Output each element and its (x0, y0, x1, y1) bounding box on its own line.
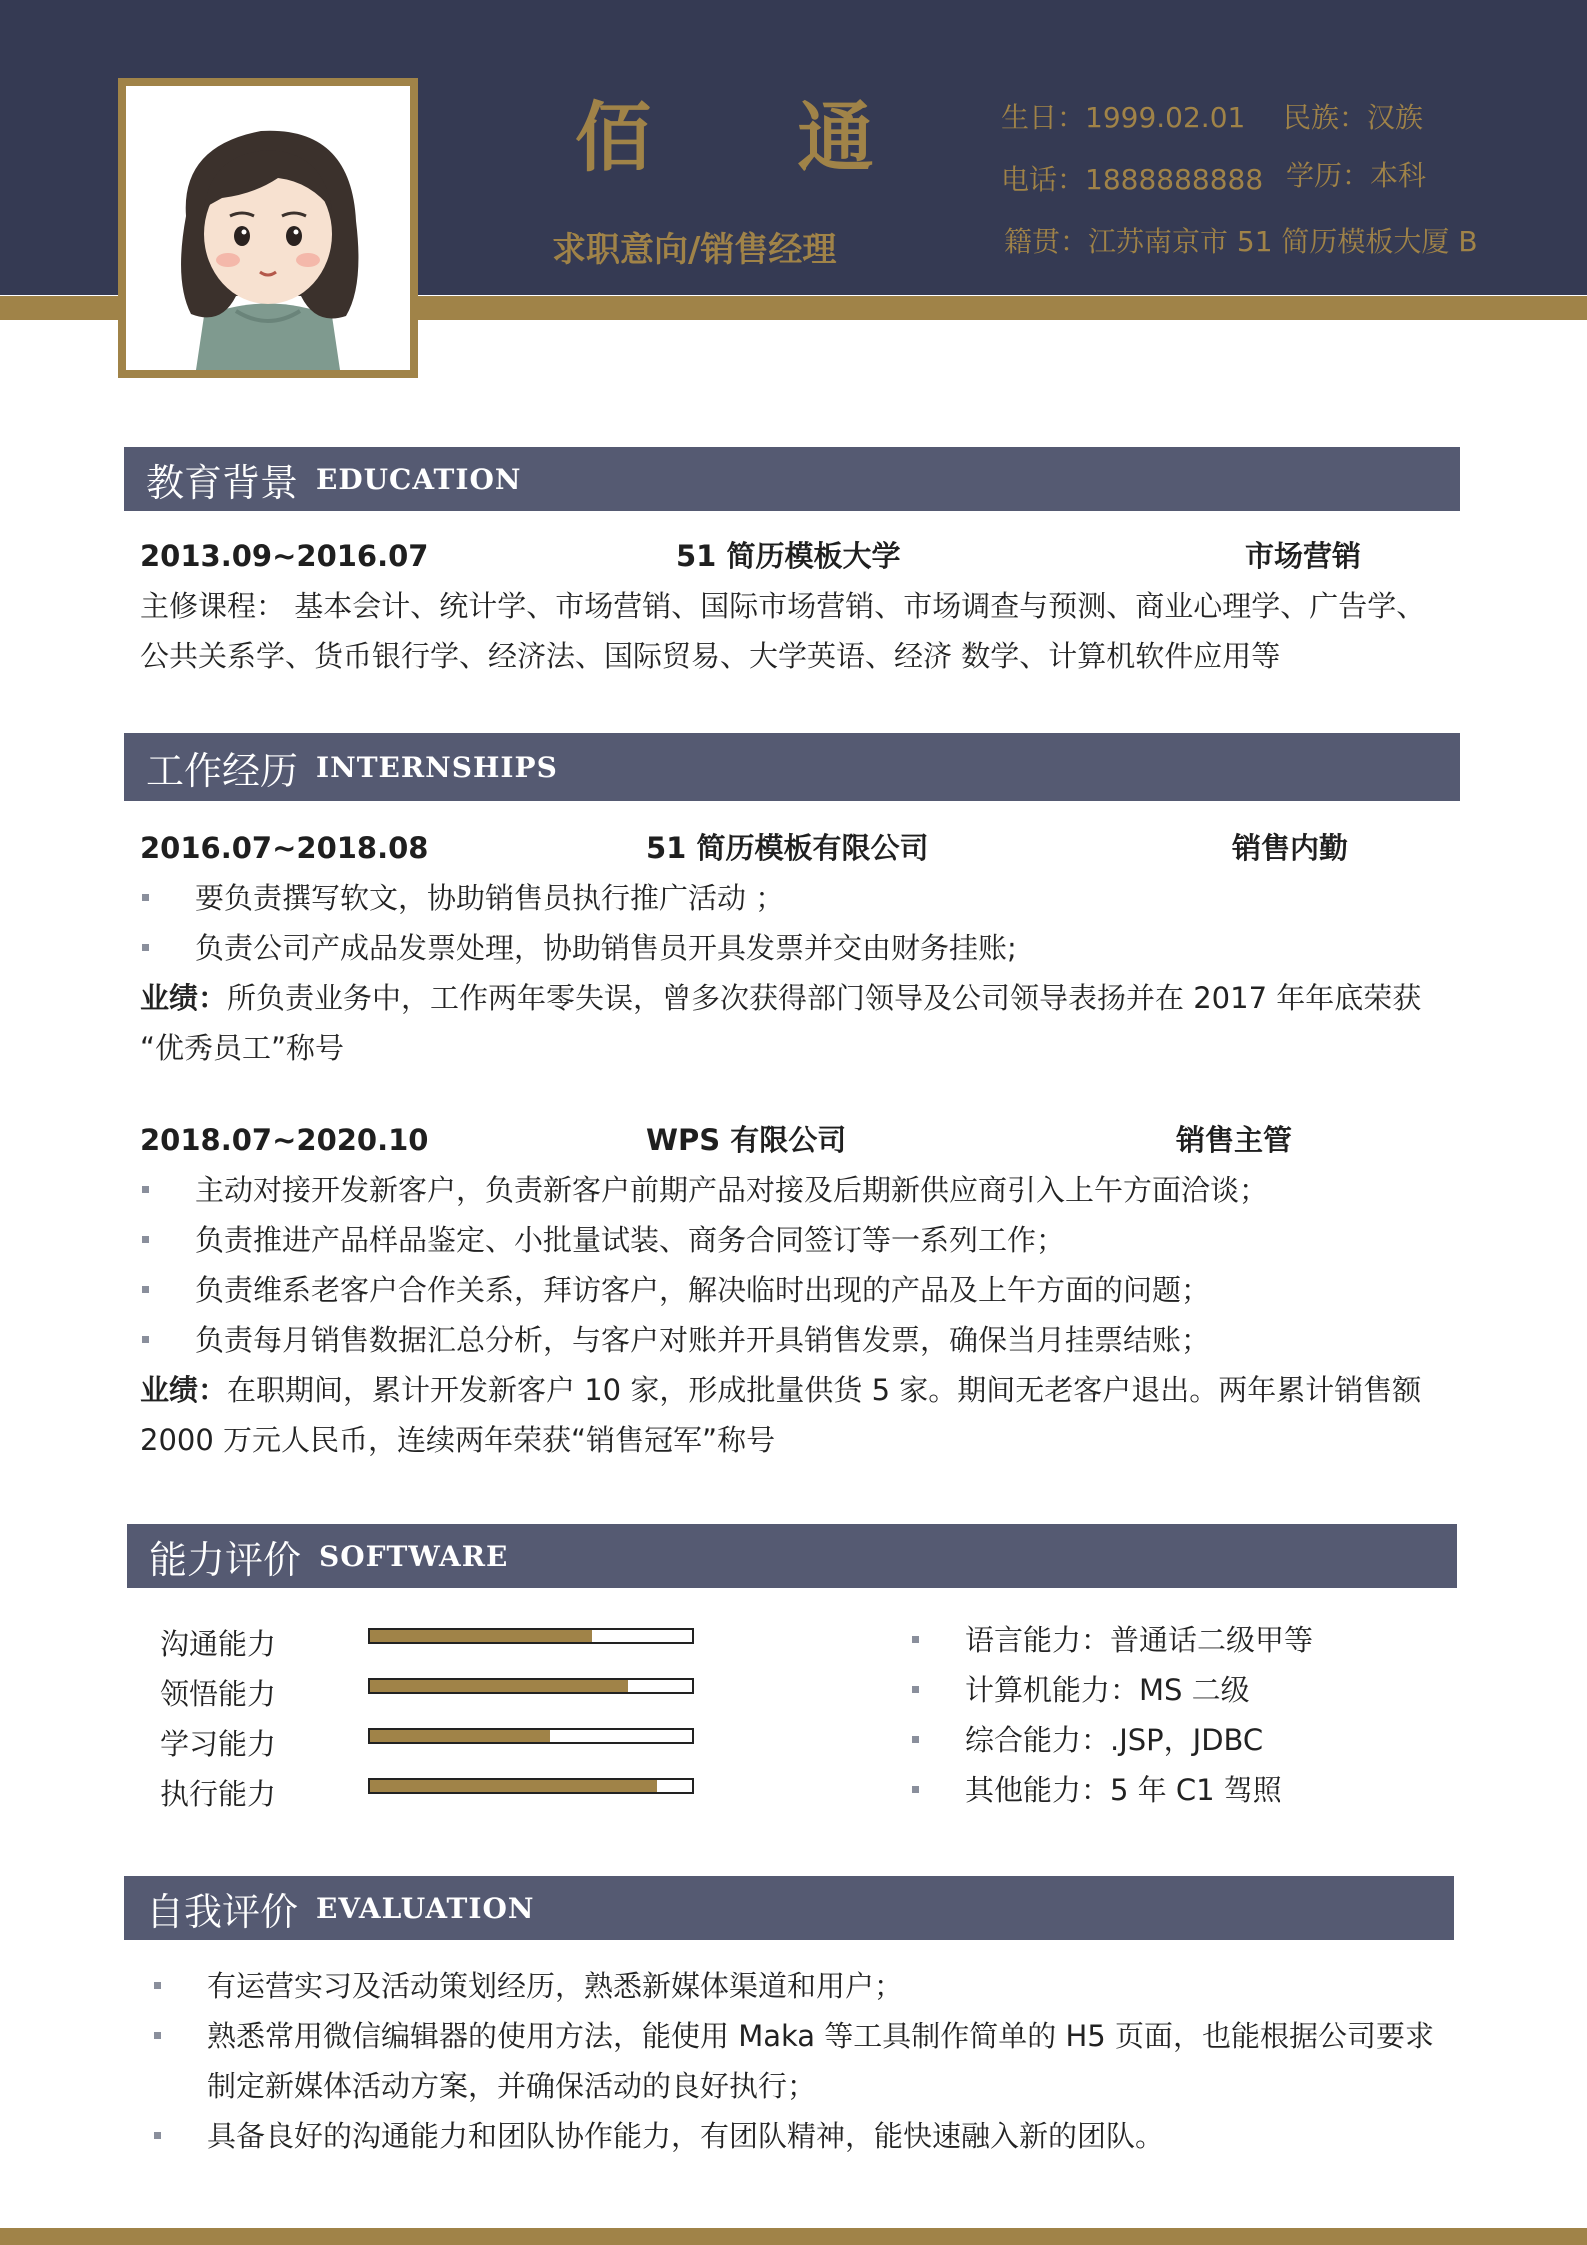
evaluation-text: 有运营实习及活动策划经历，熟悉新媒体渠道和用户； (207, 1969, 904, 2003)
job-intent: 求职意向/销售经理 (552, 230, 837, 270)
section-title-zh: 能力评价 (149, 1537, 302, 1582)
education-courses-line-2: 公共关系学、货币银行学、经济法、国际贸易、大学英语、经济 数学、计算机软件应用等 (140, 639, 1281, 673)
section-evaluation (124, 1876, 1454, 1940)
section-title-zh: 工作经历 (146, 748, 299, 793)
bullet-text: 负责公司产成品发票处理，协助销售员开具发票并交由财务挂账; (195, 931, 1017, 965)
section-title-en: EVALUATION (316, 1891, 535, 1925)
evaluation-text: 具备良好的沟通能力和团队协作能力，有团队精神，能快速融入新的团队。 (207, 2119, 1165, 2153)
section-work (124, 733, 1460, 801)
job-company: 51 简历模板有限公司 (646, 831, 929, 865)
job-achievement-line-2: “优秀员工”称号 (140, 1031, 345, 1065)
skill-name: 学习能力 (160, 1727, 277, 1761)
skill-level-bar (368, 1728, 694, 1744)
bullet-icon (154, 2032, 161, 2039)
footer-gold-rule (0, 2228, 1587, 2245)
skill-level-fill (370, 1630, 592, 1642)
education-period: 2013.09~2016.07 (140, 539, 429, 573)
candidate-name: 佰 通 (575, 93, 934, 182)
skill-level-fill (370, 1680, 628, 1692)
skill-name: 沟通能力 (160, 1627, 277, 1661)
bullet-icon (912, 1736, 919, 1743)
section-title-en: SOFTWARE (319, 1539, 509, 1573)
bullet-text: 主动对接开发新客户，负责新客户前期产品对接及后期新供应商引入上午方面洽谈； (195, 1173, 1269, 1207)
hometown: 籍贯：江苏南京市 51 简历模板大厦 B (1004, 225, 1478, 258)
job-role: 销售主管 (1176, 1123, 1293, 1157)
bullet-icon (912, 1786, 919, 1793)
skill-level-bar (368, 1678, 694, 1694)
degree: 学历：本科 (1286, 159, 1427, 192)
evaluation-continuation: 制定新媒体活动方案，并确保活动的良好执行； (207, 2069, 817, 2103)
bullet-text: 负责维系老客户合作关系，拜访客户，解决临时出现的产品及上午方面的问题； (195, 1273, 1211, 1307)
skill-level-fill (370, 1780, 657, 1792)
job-role: 销售内勤 (1232, 831, 1349, 865)
job-period: 2016.07~2018.08 (140, 831, 429, 865)
ability-text: 其他能力：5 年 C1 驾照 (965, 1773, 1282, 1807)
evaluation-text: 熟悉常用微信编辑器的使用方法，能使用 Maka 等工具制作简单的 H5 页面，也能根据公司要求 (207, 2019, 1434, 2053)
education-major: 市场营销 (1245, 539, 1362, 573)
job-achievement-line-1 (140, 1373, 1422, 1407)
bullet-icon (154, 1982, 161, 1989)
job-period: 2018.07~2020.10 (140, 1123, 429, 1157)
skill-name: 执行能力 (160, 1777, 277, 1811)
bullet-icon (912, 1686, 919, 1693)
section-title-zh: 教育背景 (146, 460, 299, 505)
ability-text: 语言能力：普通话二级甲等 (965, 1623, 1314, 1657)
bullet-icon (142, 1236, 149, 1243)
phone: 电话：1888888888 (1001, 163, 1264, 196)
education-school: 51 简历模板大学 (676, 539, 901, 573)
bullet-text: 要负责撰写软文，协助销售员执行推广活动 ； (195, 881, 785, 915)
profile-photo (118, 78, 418, 378)
bullet-icon (142, 894, 149, 901)
skill-level-bar (368, 1628, 694, 1644)
section-title-zh: 自我评价 (146, 1889, 299, 1934)
skill-level-bar (368, 1778, 694, 1794)
job-achievement-line-1 (140, 981, 1422, 1015)
section-title-en: INTERNSHIPS (316, 750, 558, 784)
skill-level-fill (370, 1730, 550, 1742)
ability-text: 综合能力：.JSP，JDBC (965, 1723, 1264, 1757)
section-title-en: EDUCATION (316, 462, 522, 496)
section-ability (127, 1524, 1457, 1588)
bullet-icon (142, 1286, 149, 1293)
achievement-text: 在职期间，累计开发新客户 10 家，形成批量供货 5 家。期间无老客户退出。两年累计销售额 (227, 1373, 1422, 1407)
bullet-icon (142, 1336, 149, 1343)
ethnicity: 民族：汉族 (1283, 101, 1424, 134)
achievement-text: 所负责业务中，工作两年零失误，曾多次获得部门领导及公司领导表扬并在 2017 年年底荣获 (227, 981, 1422, 1015)
achievement-label: 业绩： (140, 1373, 228, 1407)
bullet-icon (142, 1186, 149, 1193)
section-education (124, 447, 1460, 511)
bullet-text: 负责推进产品样品鉴定、小批量试装、商务合同签订等一系列工作； (195, 1223, 1066, 1257)
job-achievement-line-2: 2000 万元人民币，连续两年荣获“销售冠军”称号 (140, 1423, 776, 1457)
bullet-icon (142, 944, 149, 951)
skill-name: 领悟能力 (160, 1677, 277, 1711)
birthday: 生日：1999.02.01 (1001, 101, 1246, 134)
achievement-label: 业绩： (140, 981, 228, 1015)
avatar-illustration (126, 86, 410, 370)
bullet-icon (154, 2132, 161, 2139)
job-company: WPS 有限公司 (646, 1123, 847, 1157)
bullet-text: 负责每月销售数据汇总分析，与客户对账并开具销售发票，确保当月挂票结账； (195, 1323, 1211, 1357)
ability-text: 计算机能力：MS 二级 (965, 1673, 1250, 1707)
education-courses-line-1: 主修课程： 基本会计、统计学、市场营销、国际市场营销、市场调查与预测、商业心理学、广告学、 (140, 589, 1426, 623)
bullet-icon (912, 1636, 919, 1643)
